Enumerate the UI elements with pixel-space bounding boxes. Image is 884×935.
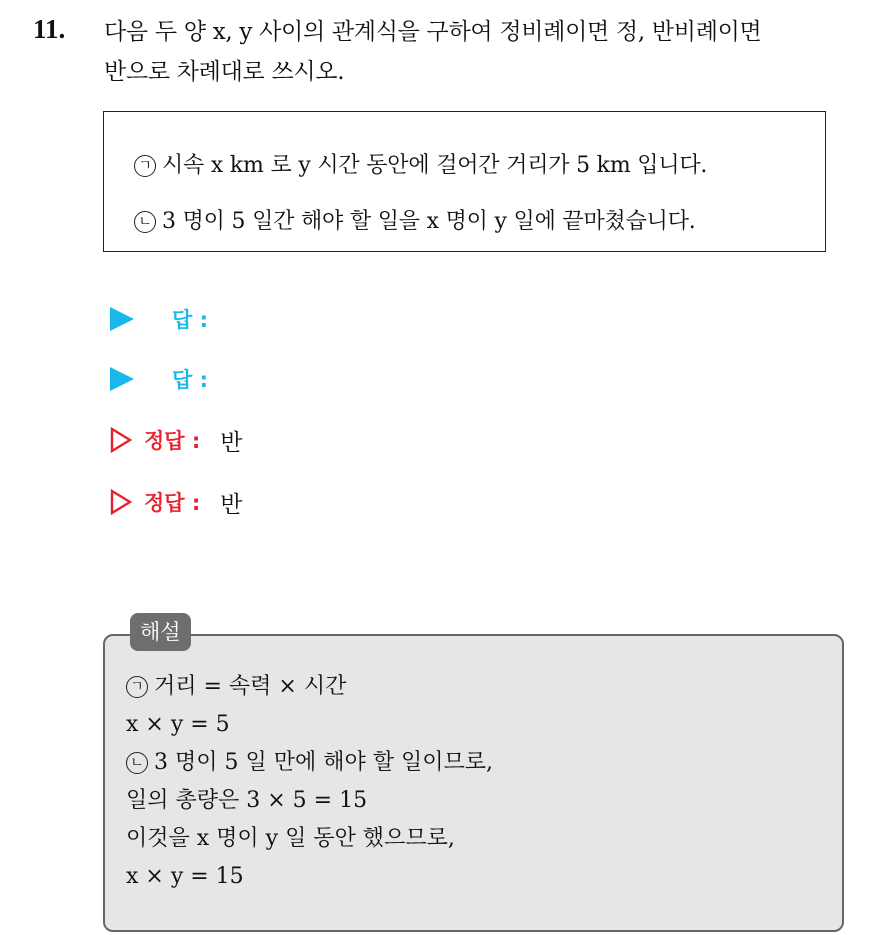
solution-line-text: x × y = 5 (126, 712, 230, 737)
solution-line (126, 744, 493, 782)
circled-marker-icon: ㄱ (126, 676, 148, 698)
correct-answer-value: 반 (220, 491, 243, 518)
solution-line (126, 820, 493, 858)
condition-item (134, 148, 707, 179)
circled-marker-icon: ㄴ (134, 211, 156, 233)
answer-label: 답 : (172, 368, 208, 392)
answer-row[interactable] (110, 362, 208, 396)
correct-answer-label: 정답 : (144, 429, 201, 453)
condition-item (134, 204, 696, 235)
solution-line-text: 3 명이 5 일 만에 해야 할 일이므로, (154, 750, 493, 775)
question-line-2: 반으로 차례대로 쓰시오. (104, 59, 345, 85)
correct-answer-row (110, 423, 243, 457)
correct-answer-value: 반 (220, 429, 243, 456)
question-line-1: 다음 두 양 x, y 사이의 관계식을 구하여 정비례이면 정, 반비례이면 (104, 19, 762, 45)
solution-line-text: x × y = 15 (126, 864, 244, 889)
solution-line (126, 706, 493, 744)
solution-line-text: 이것을 x 명이 y 일 동안 했으므로, (126, 826, 455, 851)
correct-answer-label: 정답 : (144, 491, 201, 515)
conditions-box (103, 111, 826, 252)
answer-label: 답 : (172, 308, 208, 332)
circled-marker-icon: ㄴ (126, 752, 148, 774)
solution-tag: 해설 (130, 613, 191, 651)
solution-line (126, 668, 493, 706)
question-number: 11. (33, 14, 66, 44)
correct-answer-triangle-icon (110, 489, 132, 515)
solution-line (126, 858, 493, 896)
answer-play-icon (110, 307, 134, 331)
question-text (104, 12, 874, 92)
correct-answer-triangle-icon (110, 427, 132, 453)
solution-line-text: 거리 = 속력 × 시간 (154, 674, 347, 699)
answer-row[interactable] (110, 302, 208, 336)
solution-body (126, 668, 493, 896)
answer-play-icon (110, 367, 134, 391)
condition-text: 시속 x km 로 y 시간 동안에 걸어간 거리가 5 km 입니다. (162, 153, 708, 178)
solution-line-text: 일의 총량은 3 × 5 = 15 (126, 788, 368, 813)
condition-text: 3 명이 5 일간 해야 할 일을 x 명이 y 일에 끝마쳤습니다. (162, 209, 696, 234)
circled-marker-icon: ㄱ (134, 155, 156, 177)
correct-answer-row (110, 485, 243, 519)
solution-line (126, 782, 493, 820)
